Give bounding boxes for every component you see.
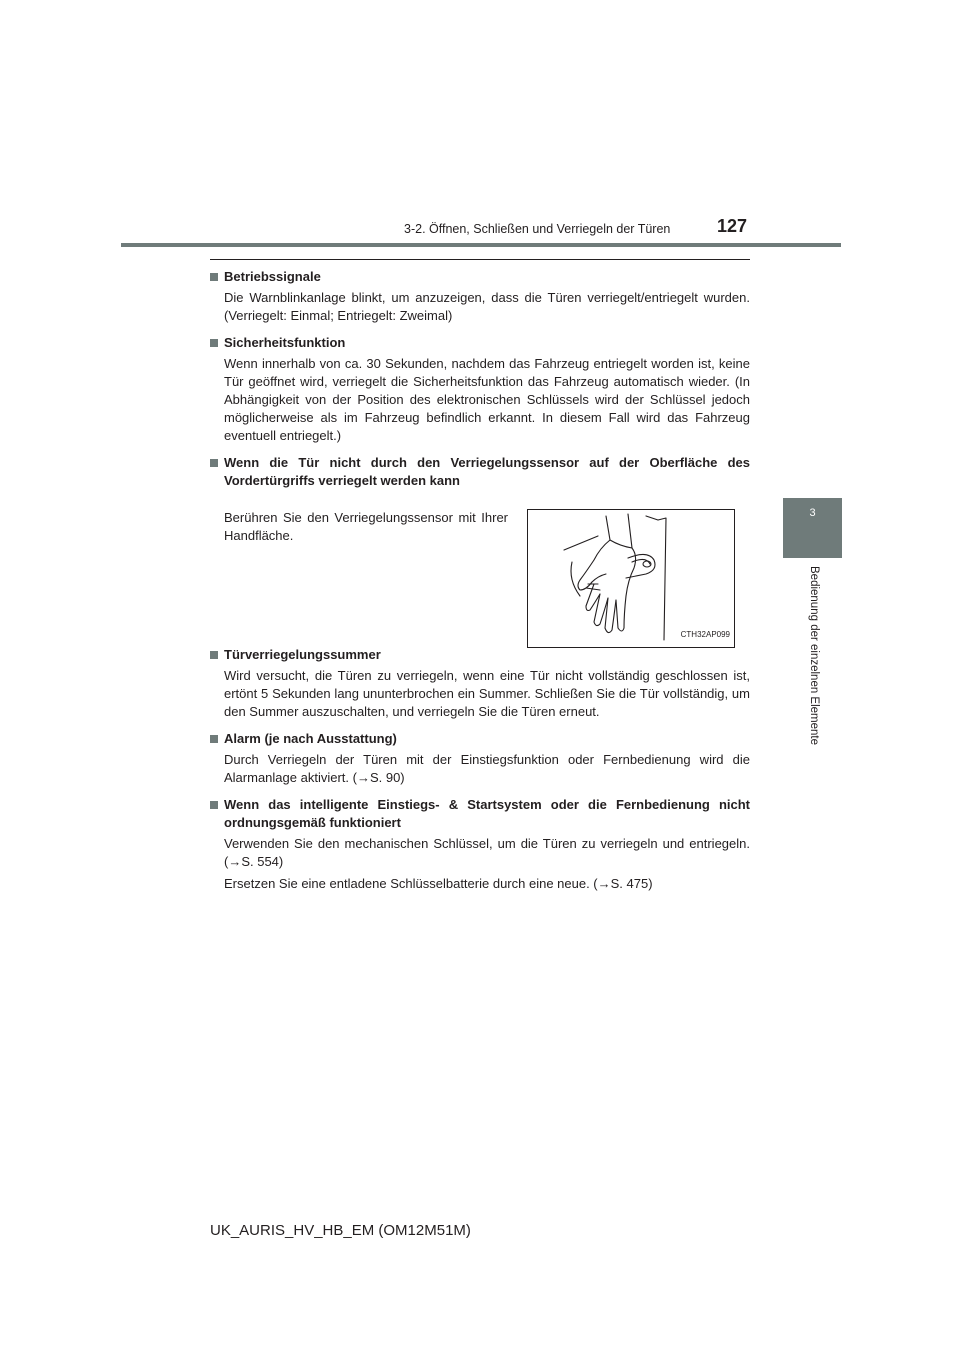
section-alarm bbox=[210, 730, 750, 787]
figure-code: CTH32AP099 bbox=[680, 630, 730, 639]
page-number: 127 bbox=[717, 216, 748, 236]
section-paragraph: Durch Verriegeln der Türen mit der Einstiegsfunktion oder Fernbedienung wird die Alarmanlage aktiviert. (→S. 90) bbox=[224, 752, 750, 785]
section-paragraph: Die Warnblinkanlage blinkt, um anzuzeigen, dass die Türen verriegelt/entriegelt wurden. (Verriegelt: Einmal; Entriegelt: Zweimal) bbox=[224, 290, 750, 323]
section-heading: Türverriegelungssummer bbox=[224, 647, 381, 662]
page-content bbox=[210, 268, 750, 897]
section-paragraph: Ersetzen Sie eine entladene Schlüsselbatterie durch eine neue. (→S. 475) bbox=[224, 876, 653, 891]
figure-row bbox=[210, 493, 750, 641]
section-heading: Wenn das intelligente Einstiegs- & Startsystem oder die Fernbedienung nicht ordnungsgemäß funktioniert bbox=[224, 797, 750, 830]
square-bullet-icon bbox=[210, 339, 218, 347]
square-bullet-icon bbox=[210, 651, 218, 659]
figure-caption-text: Berühren Sie den Verriegelungssensor mit Ihrer Handfläche. bbox=[224, 510, 508, 543]
chapter-tab bbox=[783, 498, 842, 558]
square-bullet-icon bbox=[210, 801, 218, 809]
chapter-number: 3 bbox=[809, 507, 816, 519]
section-paragraph: Wird versucht, die Türen zu verriegeln, wenn eine Tür nicht vollständig geschlossen ist, ertönt 5 Sekunden lang ununterbrochen ein Summer. Schließen Sie die Tür vollständig, um den Summer auszuschalten, und verriegeln Sie die Türen erneut. bbox=[224, 668, 750, 719]
square-bullet-icon bbox=[210, 273, 218, 281]
section-tuerverriegelungssummer bbox=[210, 646, 750, 721]
section-paragraph: Wenn innerhalb von ca. 30 Sekunden, nachdem das Fahrzeug entriegelt worden ist, keine Tür geöffnet wird, verriegelt die Sicherheitsfunktion das Fahrzeug automatisch wieder. (In Abhängigkeit von der Position des elektronischen Schlüssels wird der Schlüssel jedoch möglicherweise als im Fahrzeug befindlich erkannt. In diesem Fall wird das Fahrzeug eventuell entriegelt.) bbox=[224, 356, 750, 443]
content-top-rule bbox=[210, 259, 750, 260]
footer-model-code: UK_AURIS_HV_HB_EM (OM12M51M) bbox=[210, 1222, 471, 1239]
square-bullet-icon bbox=[210, 459, 218, 467]
section-sicherheitsfunktion bbox=[210, 334, 750, 445]
section-paragraph: Verwenden Sie den mechanischen Schlüssel, um die Türen zu verriegeln und entriegeln. (→S. 554) bbox=[224, 836, 750, 869]
section-einstiegssystem-fehler bbox=[210, 796, 750, 893]
header-rule bbox=[121, 243, 841, 247]
section-heading: Alarm (je nach Ausstattung) bbox=[224, 731, 397, 746]
section-heading: Betriebssignale bbox=[224, 269, 321, 284]
section-betriebssignale bbox=[210, 268, 750, 325]
section-heading: Sicherheitsfunktion bbox=[224, 335, 346, 350]
square-bullet-icon bbox=[210, 735, 218, 743]
section-heading: Wenn die Tür nicht durch den Verriegelungssensor auf der Oberfläche des Vordertürgriffs verriegelt werden kann bbox=[224, 455, 750, 488]
section-verriegelungssensor bbox=[210, 454, 750, 641]
chapter-title: Bedienung der einzelnen Elemente bbox=[808, 566, 820, 746]
header-section-title: 3-2. Öffnen, Schließen und Verriegeln der Türen bbox=[404, 222, 671, 236]
door-handle-illustration bbox=[527, 509, 735, 648]
